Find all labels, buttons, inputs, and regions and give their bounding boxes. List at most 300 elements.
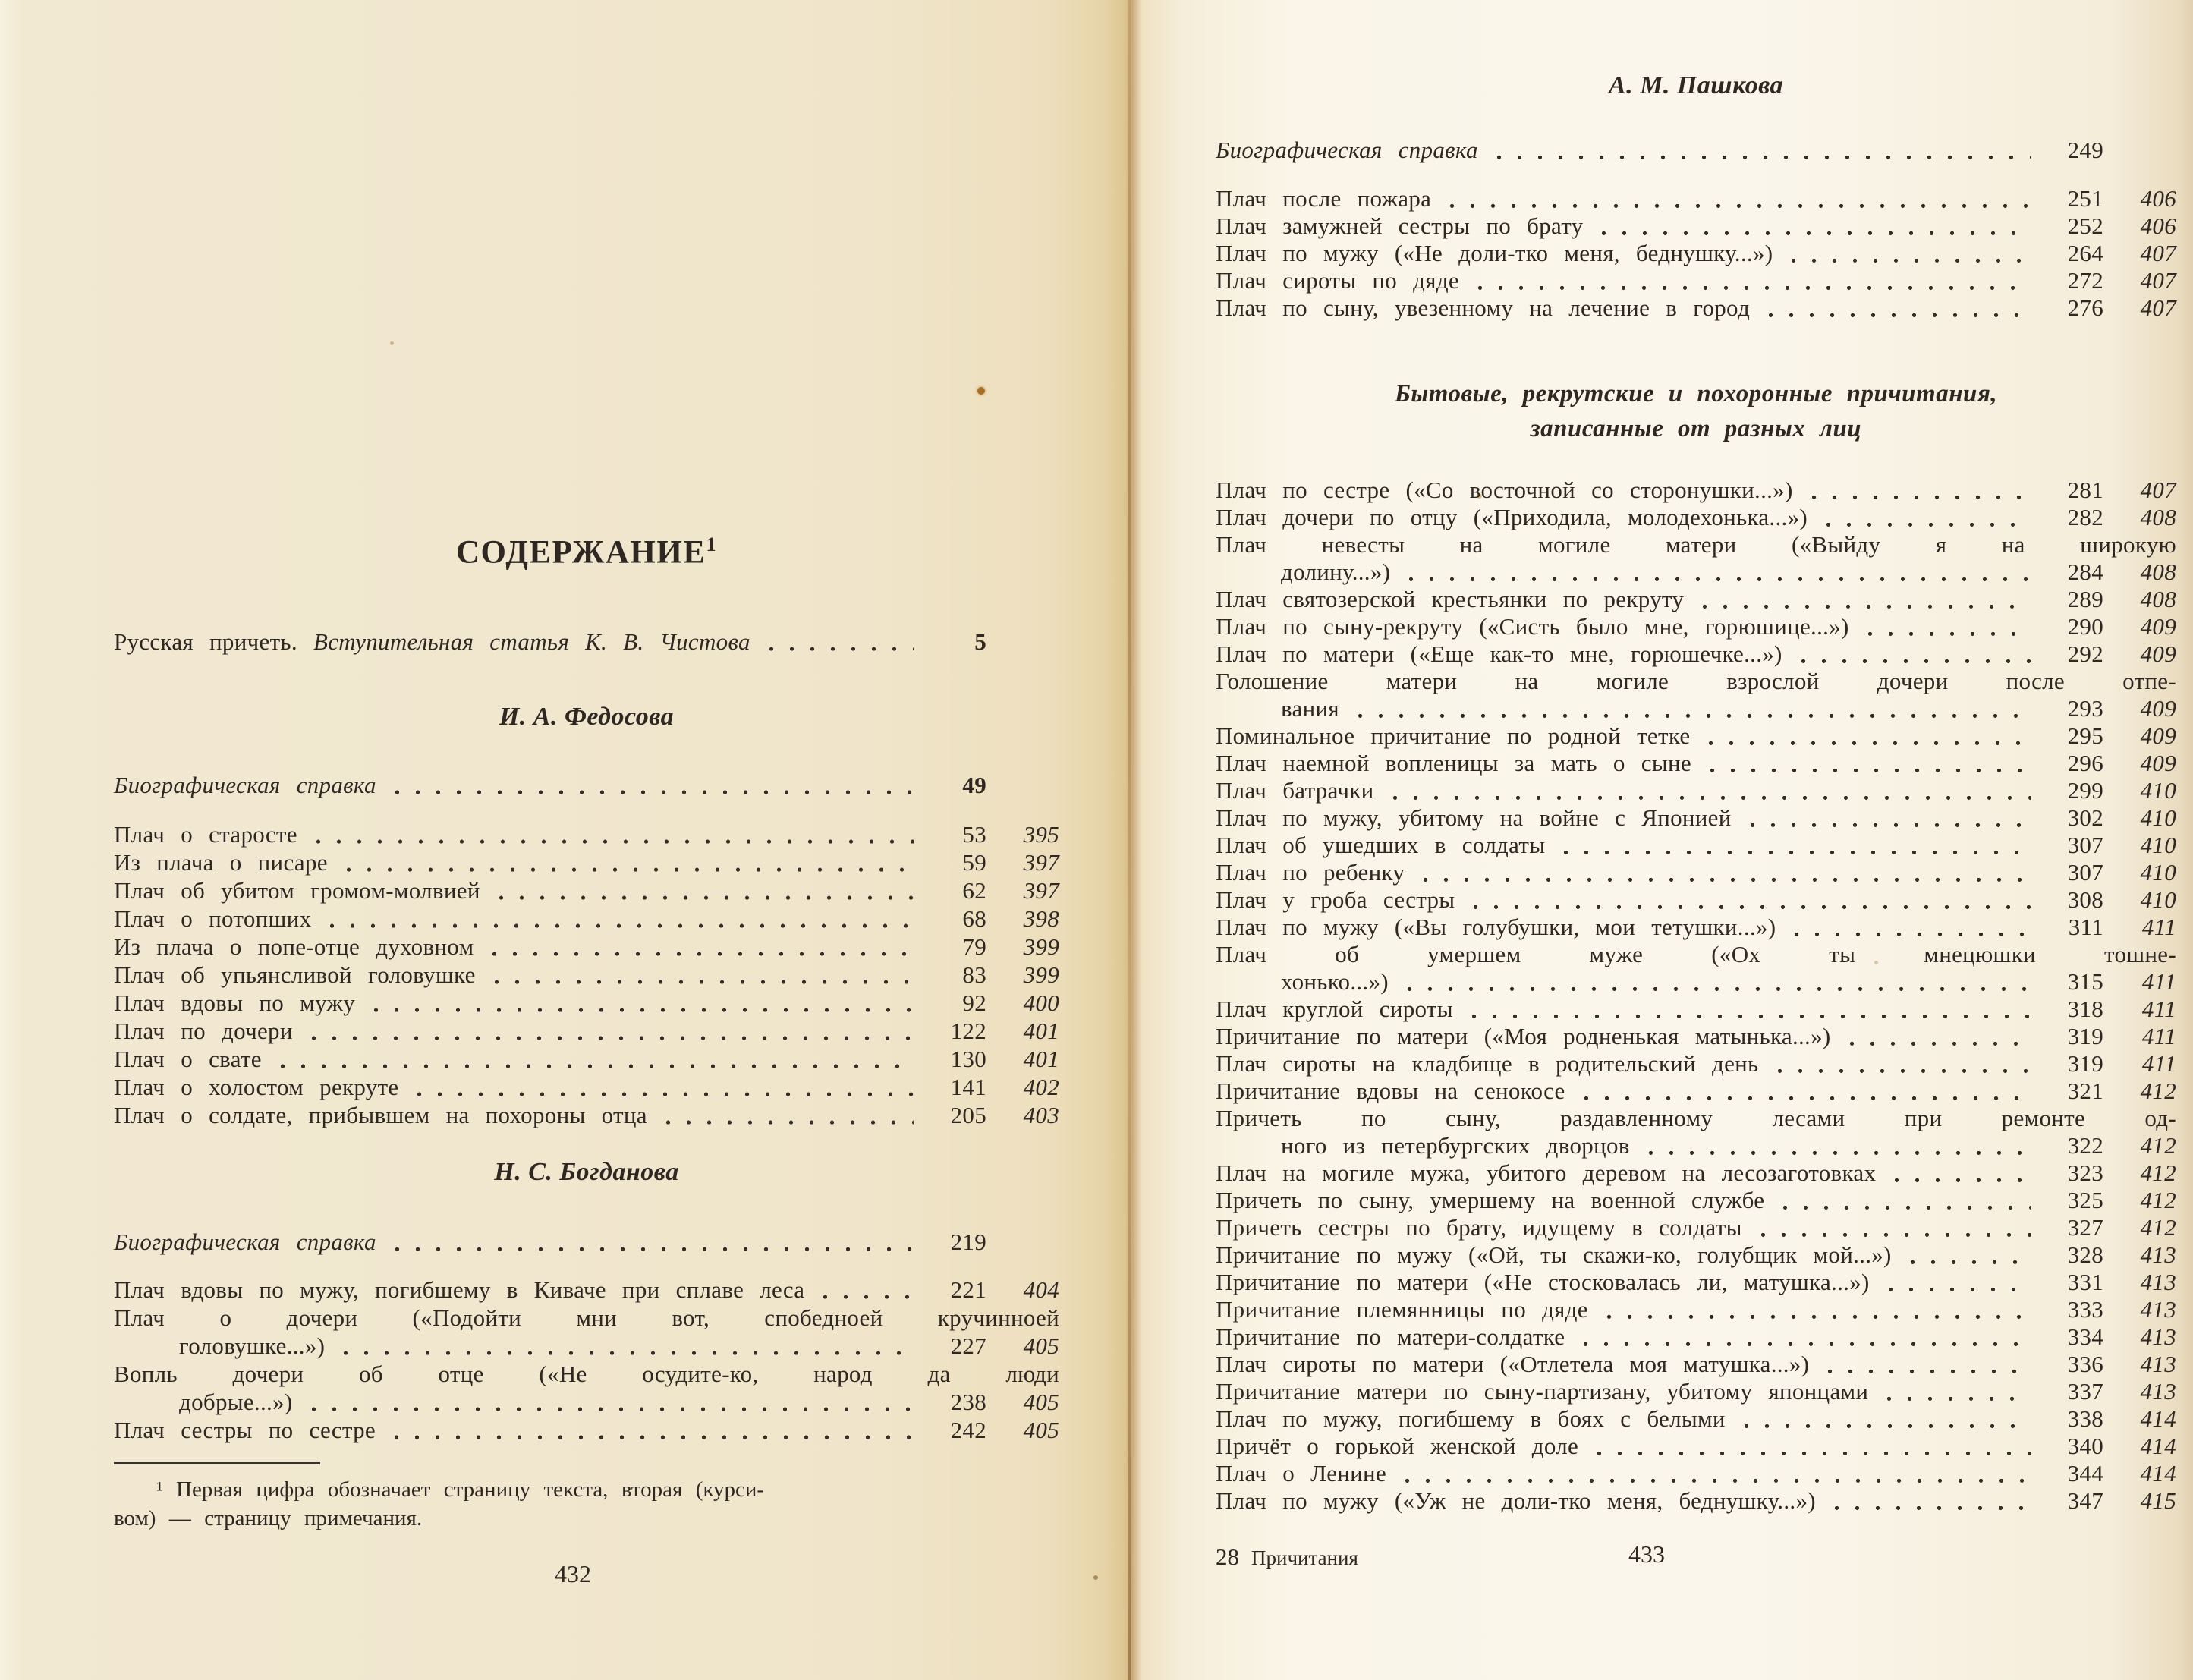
note-page-number: 410 <box>2140 832 2176 858</box>
dot-leader <box>1770 1050 2031 1078</box>
text-page-number: 347 <box>2067 1487 2103 1514</box>
toc-item-label: Из плача о писаре <box>114 849 328 876</box>
toc-item <box>1216 968 2176 996</box>
toc-item <box>114 848 1059 876</box>
bio-entry <box>114 1228 1059 1256</box>
toc-item-label: Плач по сыну, увезенному на лечение в город <box>1216 294 1751 321</box>
text-page-number: 68 <box>962 905 986 933</box>
toc-item <box>114 933 1059 961</box>
note-page-number: 403 <box>1023 1102 1059 1129</box>
toc-item-label: Причеть по сыну, умершему на военной службе <box>1216 1187 1765 1213</box>
dot-leader <box>338 848 914 876</box>
toc-item-label: долину...») <box>1281 558 1391 585</box>
toc-item <box>1216 1323 2176 1351</box>
toc-item-wrapped-line: Плач невесты на могиле матери («Выйду я на широкую <box>1216 531 2176 558</box>
toc-item <box>1216 804 2176 832</box>
dot-leader <box>1880 1269 2031 1296</box>
dot-leader <box>1804 477 2031 504</box>
text-page-number: 292 <box>2067 640 2103 667</box>
text-page-number: 289 <box>2067 586 2103 612</box>
text-page-number: 92 <box>962 989 986 1017</box>
dot-leader <box>409 1073 914 1101</box>
dot-leader <box>658 1101 914 1129</box>
toc-item <box>114 876 1059 904</box>
text-page-number: 227 <box>950 1332 986 1360</box>
toc-item-label: Плач вдовы по мужу, погибшему в Киваче при сплаве леса <box>114 1276 805 1304</box>
toc-item <box>114 1388 1059 1416</box>
note-page-number: 409 <box>2140 613 2176 640</box>
toc-item-label: Плач по мужу, погибшему в боях с белыми <box>1216 1405 1726 1432</box>
toc-item-label-roman: Русская причеть. <box>114 628 313 656</box>
toc-item-label: Плач по матери («Еще как-то мне, горюшечке...») <box>1216 640 1782 667</box>
toc-item-label-italic: Вступительная статья К. В. Чистова <box>313 628 750 656</box>
text-page-number: 325 <box>2067 1187 2103 1213</box>
toc-item-label: Плач о свате <box>114 1046 262 1073</box>
toc-item <box>1216 1187 2176 1214</box>
note-page-number: 412 <box>2140 1159 2176 1186</box>
note-page-number: 411 <box>2141 914 2176 940</box>
note-page-number: 407 <box>2140 477 2176 503</box>
bio-entry <box>1216 137 2176 164</box>
toc-item <box>1216 1241 2176 1269</box>
dot-leader <box>1415 859 2031 886</box>
right-page <box>1216 0 2176 1580</box>
page-title <box>114 526 1059 571</box>
dot-leader <box>1760 294 2031 322</box>
text-page-number: 319 <box>2067 1023 2103 1049</box>
text-page-number: 293 <box>2067 695 2103 722</box>
toc-item-label: Причитание племянницы по дяде <box>1216 1296 1588 1323</box>
toc-item-label: Плач сироты по дяде <box>1216 267 1459 294</box>
dot-leader <box>1470 267 2031 294</box>
toc-intro <box>114 628 1059 656</box>
toc-item-label: Плач после пожара <box>1216 185 1432 212</box>
toc-item-label: Плач сироты на кладбище в родительский день <box>1216 1050 1759 1077</box>
dot-leader <box>1879 1378 2031 1405</box>
dot-leader <box>272 1045 914 1073</box>
dot-leader <box>1818 504 2031 531</box>
note-page-number: 398 <box>1023 905 1059 933</box>
toc-item <box>1216 504 2176 531</box>
dot-leader <box>1594 212 2031 240</box>
dot-leader <box>1641 1132 2031 1159</box>
toc-item-label: Плач наемной вопленицы за мать о сыне <box>1216 750 1691 776</box>
text-page-number: 276 <box>2067 294 2103 321</box>
note-page-number: 411 <box>2141 996 2176 1022</box>
text-page-number: 322 <box>2067 1132 2103 1159</box>
text-page-number: 62 <box>962 877 986 904</box>
dot-leader <box>1736 1405 2031 1433</box>
toc-item <box>1216 1296 2176 1323</box>
toc-list-various <box>1216 477 2176 1515</box>
toc-item <box>1216 558 2176 586</box>
text-page-number: 336 <box>2067 1351 2103 1377</box>
dot-leader <box>1842 1023 2031 1050</box>
toc-item-label: Плач круглой сироты <box>1216 996 1453 1022</box>
toc-item <box>1216 695 2176 722</box>
note-page-number: 411 <box>2141 1050 2176 1077</box>
signature-number: 28 <box>1216 1543 1239 1570</box>
dot-leader <box>304 1388 914 1416</box>
dot-leader <box>1442 185 2031 212</box>
toc-item <box>1216 294 2176 322</box>
dot-leader <box>1820 1351 2031 1378</box>
toc-item <box>1216 613 2176 640</box>
section-heading-line: записанные от разных лиц <box>1530 415 1862 442</box>
dot-leader <box>1397 1460 2031 1487</box>
dot-leader <box>1575 1323 2031 1351</box>
toc-item <box>1216 1487 2176 1515</box>
note-page-number: 409 <box>2140 750 2176 776</box>
dot-leader <box>1742 804 2031 832</box>
text-page-number: 331 <box>2067 1269 2103 1295</box>
dot-leader <box>304 1017 914 1045</box>
dot-leader <box>1701 722 2031 750</box>
toc-item-wrapped-line: Причеть по сыну, раздавленному лесами при ремонте од- <box>1216 1105 2176 1131</box>
toc-item-label: Причеть сестры по брату, идущему в солдаты <box>1216 1214 1742 1241</box>
note-page-number: 405 <box>1023 1389 1059 1416</box>
toc-item <box>1216 859 2176 886</box>
dot-leader <box>1489 137 2031 164</box>
note-page-number: 406 <box>2140 185 2176 212</box>
toc-item-wrapped-line: Плач о дочери («Подойти мни вот, спобедноей кручинноей <box>114 1304 1059 1332</box>
text-page-number: 282 <box>2067 504 2103 530</box>
toc-item-label: Причёт о горькой женской доле <box>1216 1433 1579 1459</box>
note-page-number: 414 <box>2140 1405 2176 1432</box>
dot-leader <box>1783 240 2031 267</box>
toc-item <box>1216 267 2176 294</box>
toc-list-bogdanova <box>114 1276 1059 1444</box>
dot-leader <box>1465 886 2031 914</box>
text-page-number: 321 <box>2067 1078 2103 1104</box>
toc-item-label: Плач батрачки <box>1216 777 1374 804</box>
toc-item <box>1216 886 2176 914</box>
toc-item-label: Плач по мужу, убитому на войне с Японией <box>1216 804 1732 831</box>
toc-item <box>114 1017 1059 1045</box>
toc-item-label: Плач по сыну-рекруту («Систь было мне, горюшице...») <box>1216 613 1849 640</box>
note-page-number: 397 <box>1023 877 1059 904</box>
toc-item-label: Плач о потопших <box>114 905 312 933</box>
note-page-number: 413 <box>2140 1323 2176 1350</box>
note-page-number: 409 <box>2140 722 2176 749</box>
toc-item <box>1216 1378 2176 1405</box>
toc-item-label: Биографическая справка <box>114 1229 376 1256</box>
toc-item-label: Причитание по мужу («Ой, ты скажи-ко, голубщик мой...») <box>1216 1241 1892 1268</box>
footnote-line: вом) — страницу примечания. <box>114 1506 423 1531</box>
toc-item-label: Плач об упьянсливой головушке <box>114 961 476 989</box>
toc-item <box>1216 1351 2176 1378</box>
toc-item-label <box>114 628 750 656</box>
note-page-number: 402 <box>1023 1074 1059 1101</box>
note-page-number: 415 <box>2140 1487 2176 1514</box>
text-page-number: 251 <box>2067 185 2103 212</box>
toc-item-label: Поминальное причитание по родной тетке <box>1216 722 1691 749</box>
text-page-number: 252 <box>2067 212 2103 239</box>
note-page-number: 411 <box>2141 1023 2176 1049</box>
dot-leader <box>1860 613 2031 640</box>
toc-item <box>1216 1078 2176 1105</box>
dot-leader <box>1753 1214 2031 1241</box>
toc-item <box>1216 586 2176 613</box>
text-page-number: 333 <box>2067 1296 2103 1323</box>
section-heading <box>1216 376 2176 446</box>
dot-leader <box>387 1228 914 1256</box>
dot-leader <box>1576 1078 2031 1105</box>
toc-item <box>1216 185 2176 212</box>
dot-leader <box>761 628 914 656</box>
dot-leader <box>1694 586 2031 613</box>
text-page-number: 315 <box>2067 968 2103 995</box>
note-page-number: 413 <box>2140 1296 2176 1323</box>
toc-item-label: Биографическая справка <box>114 772 376 799</box>
dot-leader <box>386 1416 914 1444</box>
toc-item <box>1216 914 2176 941</box>
author-heading-fedosova: И. А. Федосова <box>499 703 675 731</box>
toc-item <box>1216 722 2176 750</box>
note-page-number: 407 <box>2140 267 2176 294</box>
text-page-number: 337 <box>2067 1378 2103 1405</box>
toc-item-label: Плач вдовы по мужу <box>114 989 355 1017</box>
toc-item-label: Плач дочери по отцу («Приходила, молодехонька...») <box>1216 504 1808 530</box>
footnote-line: ¹ Первая цифра обозначает страницу текста, вторая (курси- <box>156 1477 765 1502</box>
text-page-number: 221 <box>950 1276 986 1304</box>
book-gutter-crease <box>1128 0 1131 1680</box>
toc-item <box>114 904 1059 933</box>
signature-word: Причитания <box>1251 1546 1358 1569</box>
toc-item <box>1216 750 2176 777</box>
text-page-number: 307 <box>2067 832 2103 858</box>
note-page-number: 413 <box>2140 1269 2176 1295</box>
text-page-number: 290 <box>2067 613 2103 640</box>
author-heading-pashkova: А. М. Пашкова <box>1608 71 1784 99</box>
text-page-number: 299 <box>2067 777 2103 804</box>
page-title-text: СОДЕРЖАНИЕ <box>455 534 706 571</box>
text-page-number: 79 <box>962 933 986 961</box>
toc-item-label: Из плача о попе-отце духовном <box>114 933 474 961</box>
note-page-number: 408 <box>2140 586 2176 612</box>
text-page-number: 318 <box>2067 996 2103 1022</box>
dot-leader <box>815 1276 914 1304</box>
text-page-number: 83 <box>962 961 986 989</box>
toc-item <box>114 961 1059 989</box>
toc-item-label: Биографическая справка <box>1216 137 1478 163</box>
text-page-number: 323 <box>2067 1159 2103 1186</box>
toc-item <box>1216 137 2176 164</box>
toc-item <box>1216 1214 2176 1241</box>
text-page-number: 296 <box>2067 750 2103 776</box>
note-page-number: 399 <box>1023 933 1059 961</box>
toc-item <box>114 1228 1059 1256</box>
toc-item <box>1216 1433 2176 1460</box>
text-page-number: 205 <box>950 1102 986 1129</box>
note-page-number: 409 <box>2140 640 2176 667</box>
toc-item <box>1216 640 2176 668</box>
page-footer <box>1216 1540 2176 1580</box>
dot-leader <box>1401 558 2031 586</box>
text-page-number: 249 <box>2067 137 2103 163</box>
text-page-number: 59 <box>962 849 986 876</box>
note-page-number: 397 <box>1023 849 1059 876</box>
text-page-number: 281 <box>2067 477 2103 503</box>
text-page-number: 308 <box>2067 886 2103 913</box>
toc-item-label: добрые...») <box>179 1389 293 1416</box>
note-page-number: 411 <box>2141 968 2176 995</box>
toc-item <box>114 1416 1059 1444</box>
toc-item <box>1216 777 2176 804</box>
toc-item-label: ного из петербургских дворцов <box>1281 1132 1630 1159</box>
toc-item <box>114 1101 1059 1129</box>
toc-item <box>1216 240 2176 267</box>
toc-item-label: Плач по дочери <box>114 1018 293 1045</box>
text-page-number: 264 <box>2067 240 2103 266</box>
toc-item <box>1216 1023 2176 1050</box>
toc-item <box>1216 1159 2176 1187</box>
toc-item-wrapped-line: Вопль дочери об отце («Не осудите-ко, народ да люди <box>114 1361 1059 1388</box>
text-page-number: 340 <box>2067 1433 2103 1459</box>
toc-item <box>1216 1405 2176 1433</box>
toc-item <box>1216 1460 2176 1487</box>
text-page-number: 219 <box>950 1229 986 1256</box>
note-page-number: 414 <box>2140 1433 2176 1459</box>
paper-speck <box>1093 1575 1098 1580</box>
text-page-number: 272 <box>2067 267 2103 294</box>
dot-leader <box>366 989 914 1017</box>
note-page-number: 401 <box>1023 1018 1059 1045</box>
note-page-number: 412 <box>2140 1132 2176 1159</box>
dot-leader <box>1886 1159 2031 1187</box>
toc-item <box>1216 832 2176 859</box>
toc-item-label: вания <box>1281 695 1339 722</box>
dot-leader <box>1702 750 2031 777</box>
note-page-number: 407 <box>2140 240 2176 266</box>
dot-leader <box>1556 832 2031 859</box>
toc-item <box>1216 212 2176 240</box>
note-page-number: 413 <box>2140 1351 2176 1377</box>
toc-item-label: Плач об убитом громом-молвией <box>114 877 480 904</box>
author-heading-bogdanova: Н. С. Богданова <box>494 1158 679 1187</box>
toc-item-label: Плач об ушедших в солдаты <box>1216 832 1546 858</box>
toc-item <box>114 1332 1059 1360</box>
toc-item <box>1216 477 2176 504</box>
dot-leader <box>491 876 914 904</box>
toc-item-label: Плач по мужу («Уж не доли-тко меня, беднушку...») <box>1216 1487 1816 1514</box>
note-page-number: 405 <box>1023 1417 1059 1444</box>
note-page-number: 408 <box>2140 504 2176 530</box>
text-page-number: 344 <box>2067 1460 2103 1487</box>
note-page-number: 413 <box>2140 1241 2176 1268</box>
text-page-number: 311 <box>2068 914 2103 940</box>
toc-item-wrapped-line: Плач об умершем муже («Ох ты мнецюшки тошне- <box>1216 941 2176 967</box>
text-page-number: 307 <box>2067 859 2103 886</box>
note-page-number: 413 <box>2140 1378 2176 1405</box>
text-page-number: 238 <box>950 1389 986 1416</box>
text-page-number: 327 <box>2067 1214 2103 1241</box>
footnote-rule <box>114 1462 320 1464</box>
dot-leader <box>308 820 914 848</box>
note-page-number: 412 <box>2140 1078 2176 1104</box>
text-page-number: 319 <box>2067 1050 2103 1077</box>
note-page-number: 410 <box>2140 804 2176 831</box>
text-page-number: 130 <box>950 1046 986 1073</box>
page-number-433: 433 <box>1628 1540 1665 1568</box>
text-page-number: 49 <box>962 772 986 799</box>
text-page-number: 141 <box>950 1074 986 1101</box>
note-page-number: 409 <box>2140 695 2176 722</box>
note-page-number: 405 <box>1023 1332 1059 1360</box>
note-page-number: 407 <box>2140 294 2176 321</box>
toc-item-label: Причитание матери по сыну-партизану, убитому японцами <box>1216 1378 1869 1405</box>
dot-leader <box>1902 1241 2031 1269</box>
toc-item <box>114 628 1059 656</box>
text-page-number: 5 <box>974 628 986 656</box>
dot-leader <box>322 904 914 933</box>
note-page-number: 395 <box>1023 821 1059 848</box>
dot-leader <box>486 961 914 989</box>
note-page-number: 400 <box>1023 989 1059 1017</box>
dot-leader <box>1464 996 2031 1023</box>
toc-item-label: Плач святозерской крестьянки по рекруту <box>1216 586 1685 612</box>
text-page-number: 328 <box>2067 1241 2103 1268</box>
toc-item <box>114 820 1059 848</box>
note-page-number: 414 <box>2140 1460 2176 1487</box>
toc-item-label: Плач у гроба сестры <box>1216 886 1455 913</box>
toc-item-label: Плач по ребенку <box>1216 859 1405 886</box>
toc-item-label: Плач замужней сестры по брату <box>1216 212 1584 239</box>
note-page-number: 412 <box>2140 1214 2176 1241</box>
toc-item <box>1216 1132 2176 1159</box>
toc-item <box>1216 996 2176 1023</box>
toc-item-label: Причитание по матери («Не стосковалась ли, матушка...») <box>1216 1269 1870 1295</box>
toc-item-label: головушке...») <box>179 1332 326 1360</box>
dot-leader <box>1826 1487 2031 1515</box>
toc-item-label: Плач о холостом рекруте <box>114 1074 399 1101</box>
toc-item <box>114 989 1059 1017</box>
dot-leader <box>484 933 914 961</box>
dot-leader <box>1589 1433 2031 1460</box>
printer-signature <box>1216 1543 1358 1571</box>
toc-item-label: Плач о Ленине <box>1216 1460 1387 1487</box>
section-heading-line: Бытовые, рекрутские и похоронные причитания, <box>1394 380 1998 407</box>
toc-item-label: хонько...») <box>1281 968 1389 995</box>
toc-item <box>114 1073 1059 1101</box>
dot-leader <box>1775 1187 2031 1214</box>
toc-item-label: Плач о старосте <box>114 821 297 848</box>
note-page-number: 410 <box>2140 859 2176 886</box>
note-page-number: 401 <box>1023 1046 1059 1073</box>
page-number-432: 432 <box>555 1560 591 1588</box>
toc-item <box>114 1276 1059 1304</box>
dot-leader <box>1786 914 2031 941</box>
footnote-marker: 1 <box>706 533 718 555</box>
note-page-number: 408 <box>2140 558 2176 585</box>
toc-item <box>114 771 1059 799</box>
text-page-number: 284 <box>2067 558 2103 585</box>
toc-item-label: Плач на могиле мужа, убитого деревом на лесозаготовках <box>1216 1159 1877 1186</box>
toc-item-label: Плач сироты по матери («Отлетела моя матушка...») <box>1216 1351 1810 1377</box>
note-page-number: 412 <box>2140 1187 2176 1213</box>
dot-leader <box>1350 695 2031 722</box>
dot-leader <box>1399 968 2031 996</box>
dot-leader <box>1793 640 2031 668</box>
text-page-number: 122 <box>950 1018 986 1045</box>
toc-item-label: Плач сестры по сестре <box>114 1417 376 1444</box>
toc-item-label: Плач по мужу («Не доли-тко меня, беднушку...») <box>1216 240 1773 266</box>
text-page-number: 338 <box>2067 1405 2103 1432</box>
bio-entry <box>114 771 1059 799</box>
text-page-number: 295 <box>2067 722 2103 749</box>
note-page-number: 404 <box>1023 1276 1059 1304</box>
text-page-number: 334 <box>2067 1323 2103 1350</box>
